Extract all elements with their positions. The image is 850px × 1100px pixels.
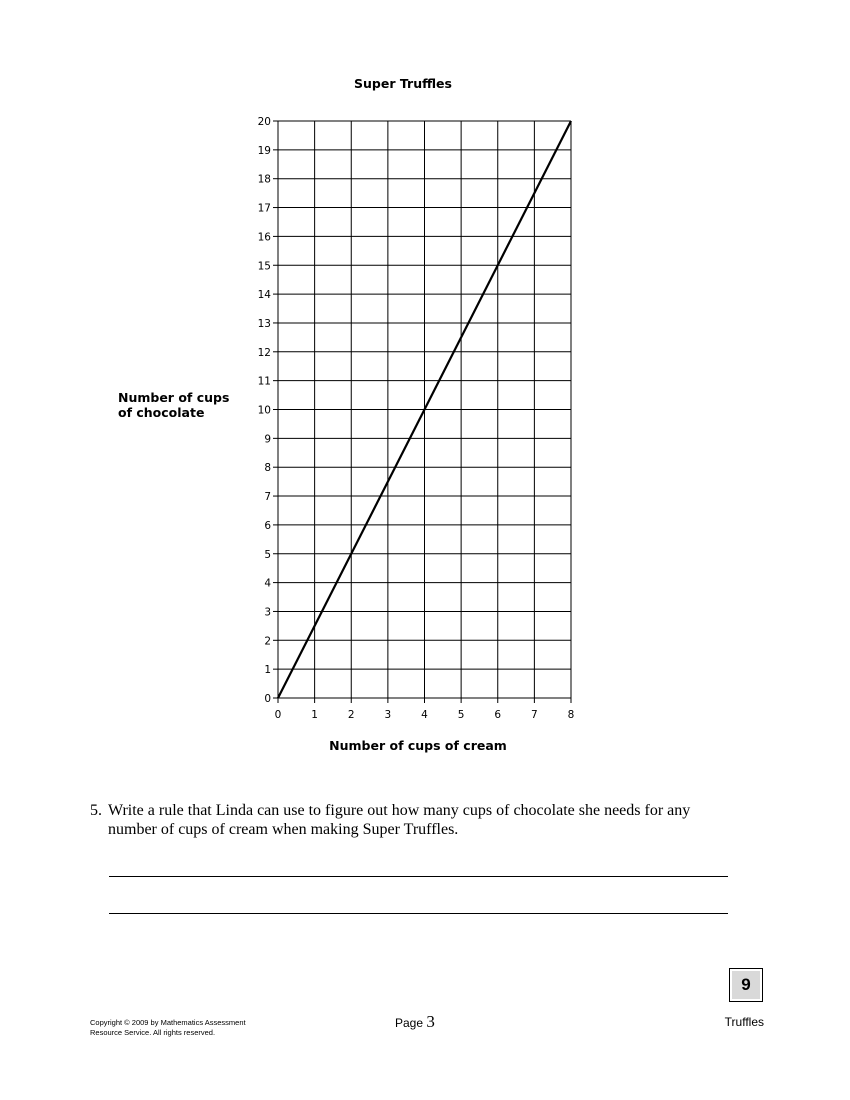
page-number-value: 3 bbox=[426, 1012, 435, 1031]
y-tick-label-9: 9 bbox=[264, 433, 271, 446]
question-text-1: Write a rule that Linda can use to figure out how many cups of chocolate she needs for any bbox=[108, 802, 691, 819]
y-tick-label-3: 3 bbox=[264, 606, 271, 619]
score-value: 9 bbox=[732, 971, 760, 999]
y-tick-label-1: 1 bbox=[264, 664, 271, 677]
y-tick-label-4: 4 bbox=[264, 577, 271, 590]
y-tick-label-11: 11 bbox=[257, 375, 271, 388]
question-line-1 bbox=[90, 801, 750, 820]
x-tick-label-4: 4 bbox=[421, 709, 428, 721]
x-tick-label-3: 3 bbox=[384, 709, 392, 721]
chart-title: Super Truffles bbox=[354, 76, 452, 91]
y-tick-label-5: 5 bbox=[264, 548, 271, 561]
y-tick-label-20: 20 bbox=[257, 116, 271, 128]
question-number: 5. bbox=[90, 802, 102, 819]
page-label: Page bbox=[395, 1016, 424, 1030]
y-tick-label-2: 2 bbox=[264, 635, 271, 648]
x-tick-label-7: 7 bbox=[531, 709, 538, 721]
copyright-notice bbox=[90, 1018, 310, 1038]
y-tick-label-10: 10 bbox=[257, 404, 271, 417]
y-tick-label-8: 8 bbox=[264, 462, 271, 475]
chart-x-axis-label: Number of cups of cream bbox=[329, 738, 507, 753]
y-tick-label-14: 14 bbox=[257, 289, 271, 302]
y-tick-label-0: 0 bbox=[264, 693, 271, 705]
page-number bbox=[395, 1012, 435, 1032]
y-tick-label-12: 12 bbox=[257, 346, 271, 359]
task-name: Truffles bbox=[724, 1015, 764, 1029]
x-tick-label-8: 8 bbox=[567, 709, 575, 721]
y-tick-label-13: 13 bbox=[257, 317, 271, 330]
x-tick-label-6: 6 bbox=[494, 709, 502, 721]
x-tick-label-0: 0 bbox=[274, 709, 282, 721]
y-tick-label-7: 7 bbox=[264, 491, 271, 504]
question-5 bbox=[90, 801, 750, 839]
y-tick-label-18: 18 bbox=[257, 173, 271, 186]
copyright-line-2: Resource Service. All rights reserved. bbox=[90, 1028, 216, 1037]
chart-y-axis-label: Number of cups of chocolate bbox=[118, 390, 230, 420]
question-line-2: number of cups of cream when making Super Truffles. bbox=[108, 821, 459, 838]
y-tick-label-15: 15 bbox=[257, 260, 271, 273]
x-tick-label-1: 1 bbox=[311, 709, 318, 721]
y-tick-label-16: 16 bbox=[257, 231, 271, 244]
answer-line-1[interactable] bbox=[109, 876, 728, 877]
x-tick-label-2: 2 bbox=[347, 709, 355, 721]
answer-line-2[interactable] bbox=[109, 913, 728, 914]
score-box bbox=[729, 968, 763, 1002]
copyright-line-1: Copyright © 2009 by Mathematics Assessment bbox=[90, 1018, 246, 1027]
y-tick-label-17: 17 bbox=[257, 202, 271, 215]
y-tick-label-6: 6 bbox=[264, 519, 271, 532]
y-tick-label-19: 19 bbox=[257, 144, 271, 157]
x-tick-label-5: 5 bbox=[457, 709, 465, 721]
